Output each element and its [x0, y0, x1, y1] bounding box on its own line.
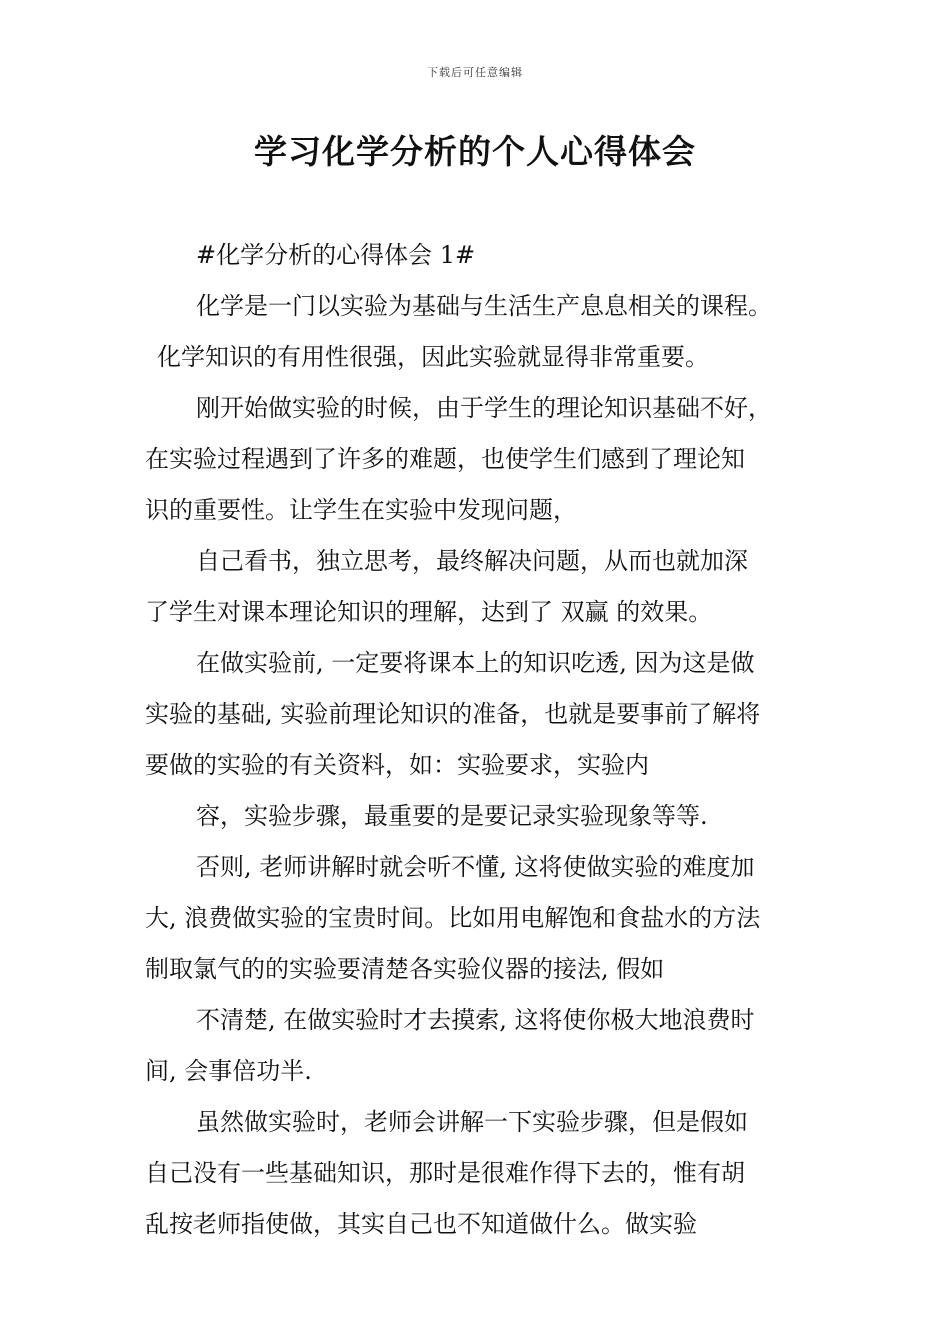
- text-line: 要做的实验的有关资料，如：实验要求，实验内: [145, 751, 649, 779]
- text-line: 制取氯气的的实验要清楚各实验仪器的接法, 假如: [145, 955, 665, 983]
- paragraph: [145, 383, 810, 536]
- text-line: 乱按老师指使做，其实自己也不知道做什么。做实验: [145, 1210, 697, 1238]
- text-line: 了学生对课本理论知识的理解，达到了 双赢 的效果。: [145, 598, 713, 626]
- text-line: 大, 浪费做实验的宝贵时间。比如用电解饱和食盐水的方法: [145, 904, 761, 932]
- paragraph: [145, 791, 810, 842]
- text-line: 在实验过程遇到了许多的难题，也使学生们感到了理论知: [145, 445, 745, 473]
- document-title: 学习化学分析的个人心得体会: [254, 132, 696, 171]
- paragraph: [145, 995, 810, 1097]
- paragraph: [145, 230, 810, 281]
- text-line: #化学分析的心得体会 1#: [196, 241, 476, 269]
- text-line: 刚开始做实验的时候，由于学生的理论知识基础不好，: [196, 394, 772, 422]
- paragraph: [145, 536, 810, 638]
- text-line: 间, 会事倍功半.: [145, 1057, 312, 1085]
- document-body: [145, 230, 810, 1250]
- header-note: 下载后可任意编辑: [427, 66, 523, 79]
- text-line: 虽然做实验时，老师会讲解一下实验步骤，但是假如: [196, 1108, 748, 1136]
- text-line: 识的重要性。让学生在实验中发现问题，: [145, 496, 577, 524]
- paragraph: [145, 638, 810, 791]
- paragraph: [145, 1097, 810, 1250]
- text-line: 自己没有一些基础知识，那时是很难作得下去的，惟有胡: [145, 1159, 745, 1187]
- paragraph: [145, 281, 810, 383]
- text-line: 在做实验前, 一定要将课本上的知识吃透, 因为这是做: [196, 649, 755, 677]
- text-line: 不清楚, 在做实验时才去摸索, 这将使你极大地浪费时: [196, 1006, 755, 1034]
- text-line: 化学知识的有用性很强，因此实验就显得非常重要。: [157, 343, 709, 371]
- text-line: 实验的基础, 实验前理论知识的准备，也就是要事前了解将: [145, 700, 761, 728]
- text-line: 否则, 老师讲解时就会听不懂, 这将使做实验的难度加: [196, 853, 755, 881]
- text-line: 自己看书，独立思考，最终解决问题，从而也就加深: [196, 547, 748, 575]
- text-line: 容，实验步骤，最重要的是要记录实验现象等等.: [196, 802, 708, 830]
- text-line: 化学是一门以实验为基础与生活生产息息相关的课程。: [196, 292, 772, 320]
- paragraph: [145, 842, 810, 995]
